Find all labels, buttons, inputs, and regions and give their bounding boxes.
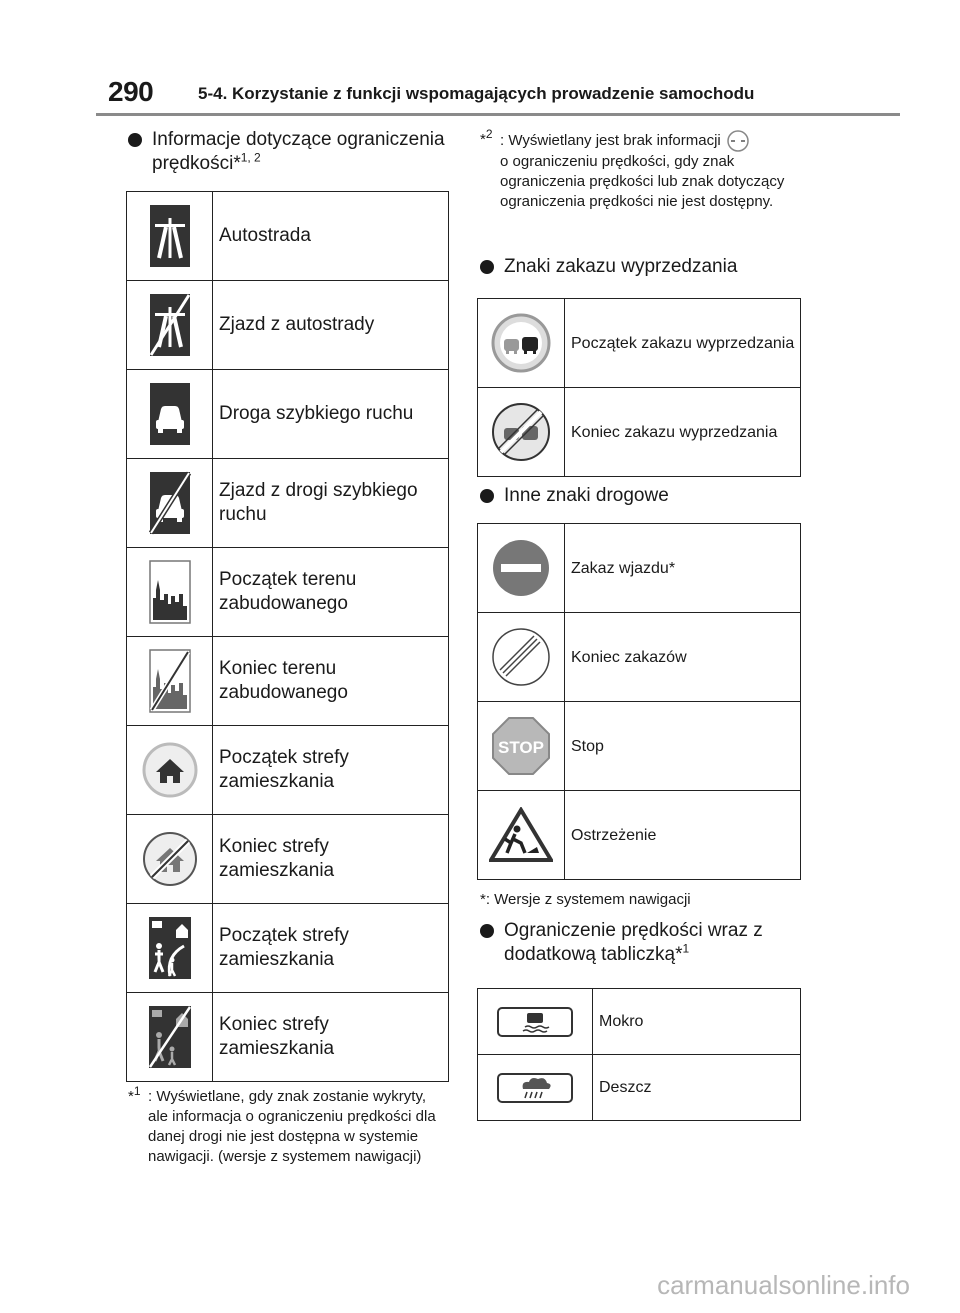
row-label: Koniec strefy zamieszkania xyxy=(213,993,449,1082)
table-row xyxy=(127,281,449,370)
header-rule xyxy=(96,113,900,116)
row-label: Początek zakazu wyprzedzania xyxy=(565,299,801,388)
footnote-sup: 2 xyxy=(485,127,493,141)
roadworks-warning-sign-icon xyxy=(489,807,553,863)
built-up-area-end-sign-icon xyxy=(149,649,191,713)
table-row xyxy=(478,613,801,702)
row-label: Mokro xyxy=(593,989,801,1055)
other-signs-note xyxy=(480,890,802,910)
heading-text: Ograniczenie prędkości wraz z dodatkową tabliczką* xyxy=(504,920,763,965)
motorway-sign-icon xyxy=(149,204,191,268)
table-row xyxy=(478,299,801,388)
row-label: Koniec zakazu wyprzedzania xyxy=(565,388,801,477)
heading-sup: 1, 2 xyxy=(240,150,261,165)
wet-road-plate-icon xyxy=(497,1007,573,1037)
table-row xyxy=(127,192,449,281)
table-row xyxy=(127,904,449,993)
table-row xyxy=(127,548,449,637)
row-label: Zjazd z drogi szybkiego ruchu xyxy=(213,459,449,548)
no-info-dashes-icon xyxy=(725,130,751,152)
expressway-end-sign-icon xyxy=(149,471,191,535)
no-overtaking-table xyxy=(477,298,801,477)
table-row xyxy=(127,815,449,904)
no-entry-sign-icon xyxy=(491,538,551,598)
rain-plate-icon xyxy=(497,1073,573,1103)
row-label: Koniec terenu zabudowanego xyxy=(213,637,449,726)
svg-text:STOP: STOP xyxy=(498,738,544,757)
row-label: Początek terenu zabudowanego xyxy=(213,548,449,637)
other-signs-table xyxy=(477,523,801,880)
chapter-title: 5-4. Korzystanie z funkcji wspomagających prowadzenie samochodu xyxy=(198,84,755,103)
footnote-1 xyxy=(128,1084,450,1167)
note2-text-b: o ograniczeniu prędkości, gdy znak ograniczenia prędkości lub znak dotyczący ograniczenia prędkości nie jest dostępny. xyxy=(500,153,785,210)
bullet-icon xyxy=(480,489,494,503)
footnote-2 xyxy=(480,127,802,212)
row-label: Ostrzeżenie xyxy=(565,791,801,880)
row-label: Zjazd z autostrady xyxy=(213,281,449,370)
speed-limit-signs-table xyxy=(126,191,449,1082)
table-row xyxy=(127,637,449,726)
row-label: Deszcz xyxy=(593,1055,801,1121)
home-zone-end-sign-icon xyxy=(148,1005,192,1069)
row-label: Stop xyxy=(565,702,801,791)
heading-text: Informacje dotyczące ograniczenia prędkości* xyxy=(152,129,445,174)
table-row xyxy=(478,1055,801,1121)
row-label: Droga szybkiego ruchu xyxy=(213,370,449,459)
motorway-end-sign-icon xyxy=(149,293,191,357)
no-overtaking-heading xyxy=(480,255,802,279)
residential-zone-end-round-sign-icon xyxy=(142,831,198,887)
table-row xyxy=(127,459,449,548)
table-row xyxy=(478,388,801,477)
heading-text: Znaki zakazu wyprzedzania xyxy=(504,256,738,277)
expressway-sign-icon xyxy=(149,382,191,446)
built-up-area-sign-icon xyxy=(149,560,191,624)
row-label: Koniec zakazów xyxy=(565,613,801,702)
footnote-mark: * xyxy=(480,131,486,148)
note2-text-a: : Wyświetlany jest brak informacji xyxy=(500,131,721,149)
page-header xyxy=(0,0,960,120)
footnote-mark: * xyxy=(128,1088,134,1105)
row-label: Zakaz wjazdu* xyxy=(565,524,801,613)
bullet-icon xyxy=(480,260,494,274)
home-zone-sign-icon xyxy=(148,916,192,980)
heading-text: Inne znaki drogowe xyxy=(504,485,669,506)
end-of-restrictions-sign-icon xyxy=(491,627,551,687)
footnote-text: : Wyświetlane, gdy znak zostanie wykryty, ale informacja o ograniczeniu prędkości dla danej drogi nie jest dostępna w systemie nawigacji. (wersje z systemem nawigacji) xyxy=(148,1088,436,1165)
page-number: 290 xyxy=(108,76,154,107)
row-label: Koniec strefy zamieszkania xyxy=(213,815,449,904)
row-label: Początek strefy zamieszkania xyxy=(213,726,449,815)
table-row xyxy=(478,702,801,791)
note-text: *: Wersje z systemem nawigacji xyxy=(480,891,691,908)
table-row xyxy=(478,989,801,1055)
row-label: Autostrada xyxy=(213,192,449,281)
table-row xyxy=(478,791,801,880)
table-row xyxy=(127,993,449,1082)
table-row xyxy=(127,726,449,815)
bullet-icon xyxy=(480,924,494,938)
speed-limit-info-heading xyxy=(128,128,450,176)
additional-plate-table xyxy=(477,988,801,1121)
residential-zone-round-sign-icon xyxy=(142,742,198,798)
table-row xyxy=(127,370,449,459)
stop-sign-icon xyxy=(491,716,551,776)
no-overtaking-sign-icon xyxy=(491,313,551,373)
other-signs-heading xyxy=(480,484,802,508)
no-overtaking-end-sign-icon xyxy=(491,402,551,462)
heading-sup: 1 xyxy=(682,941,690,956)
watermark: carmanualsonline.info xyxy=(657,1270,910,1300)
additional-plate-heading xyxy=(480,919,802,967)
footnote-sup: 1 xyxy=(133,1084,141,1098)
table-row xyxy=(478,524,801,613)
bullet-icon xyxy=(128,133,142,147)
row-label: Początek strefy zamieszkania xyxy=(213,904,449,993)
